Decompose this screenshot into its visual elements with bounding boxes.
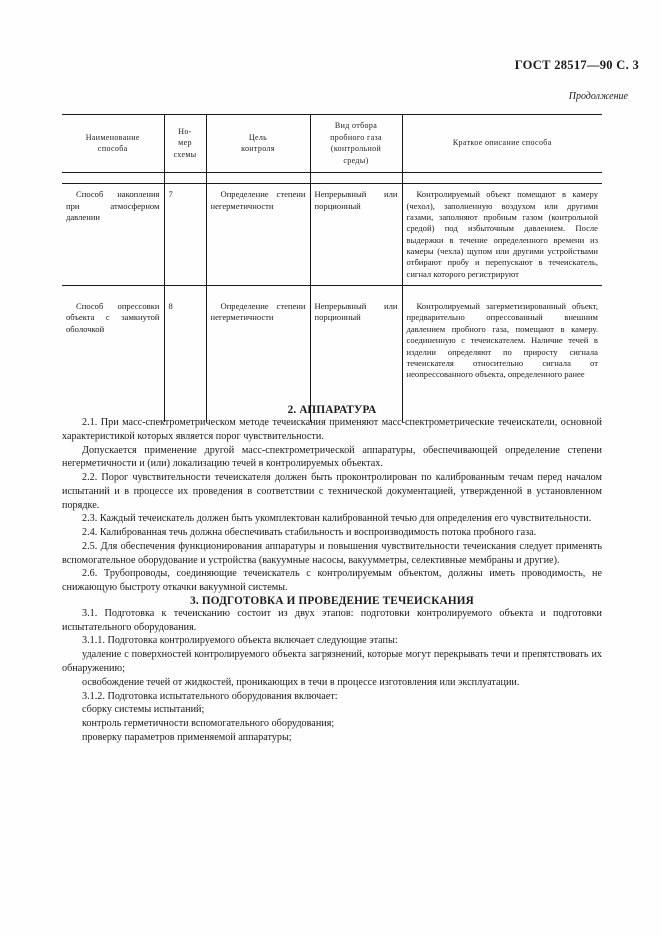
row-separator-rule: [62, 286, 602, 297]
col-header-line: Вид отбора: [334, 121, 378, 130]
col-header-method-name: [62, 115, 164, 173]
section-heading-preparation: 3. ПОДГОТОВКА И ПРОВЕДЕНИЕ ТЕЧЕИСКАНИЯ: [190, 594, 474, 607]
col-header-sampling-type: [310, 115, 402, 173]
methods-table-container: [62, 114, 602, 422]
cell-description: Контролируемый объект помещают в камеру (чехол), заполненную воздухом или другими газами, заполняют пробным газом (контрольной средой) под избыточным давлением. После выдержки в течение определенного времени из камеры (чехла) щупом или другими устройствами отбирают пробу и перепускают в течеискатель, сигнал которого регистрируют: [402, 184, 602, 286]
cell-purpose: Определение степени негерметичности: [206, 296, 310, 385]
col-header-line: Краткое описание способа: [452, 138, 552, 148]
col-header-line: (контрольной: [330, 144, 382, 154]
paragraph: удаление с поверхностей контролируемого объекта загрязнений, которые могут перекрывать течи и препятствовать их обнаружению;: [62, 649, 602, 675]
section-heading-apparatus: 2. АППАРАТУРА: [287, 404, 377, 416]
paragraph: 2.2. Порог чувствительности течеискателя должен быть проконтролирован по калиброванным течам перед началом испытаний и в процессе их проведения в соответствии с технической документацией, утвержденной в установленном порядке.: [62, 472, 602, 511]
cell-purpose: Определение степени негерметичности: [206, 184, 310, 286]
paragraph: освобождение течей от жидкостей, проникающих в течи в процессе изготовления или эксплуатации.: [82, 676, 520, 688]
cell-sampling-type: Непрерывный или порционный: [310, 184, 402, 286]
col-header-line: способа: [97, 144, 128, 154]
col-header-line: мер: [178, 138, 192, 148]
document-body: [62, 404, 602, 745]
col-header-line: Наименование: [85, 132, 140, 142]
paragraph: 2.1. При масс-спектрометрическом методе течеискания применяют масс-спектрометрические течеискатели, основной характеристикой которых является порог чувствительности.: [62, 417, 602, 442]
col-header-line: Цель: [248, 132, 268, 142]
running-head-standard-number: ГОСТ 28517—90 С. 3: [514, 58, 639, 72]
col-header-line: пробного газа: [330, 132, 382, 142]
table-header-row: [62, 115, 602, 173]
paragraph: контроль герметичности вспомогательного оборудования;: [82, 718, 335, 730]
paragraph: 2.3. Каждый течеискатель должен быть укомплектован калиброванной течью для определения его чувствительности.: [82, 513, 592, 525]
cell-method-name: Способ накопления при атмосферном давлении: [66, 189, 160, 223]
cell-scheme-number: 8: [164, 296, 206, 385]
col-header-line: контроля: [241, 144, 275, 154]
paragraph: 3.1.2. Подготовка испытательного оборудования включает:: [82, 690, 338, 702]
paragraph: 2.4. Калиброванная течь должна обеспечивать стабильность и воспроизводимость потока пробного газа.: [82, 527, 537, 539]
methods-table-body: [62, 173, 602, 422]
col-header-purpose: [206, 115, 310, 173]
col-header-line: среды): [343, 155, 369, 165]
paragraph: Допускается применение другой масс-спектрометрической аппаратуры, обеспечивающей определение степени негерметичности и (или) локализацию течей в контролируемых объектах.: [62, 444, 602, 470]
methods-table-head: [62, 115, 602, 173]
paragraph: сборку системы испытаний;: [82, 704, 205, 716]
paragraph: 2.5. Для обеспечения функционирования аппаратуры и повышения чувствительности течеискания следует применять вспомогательное оборудование и устройства (вакуумные насосы, вакуумметры, селективные мембраны и другие).: [62, 540, 602, 566]
paragraph: 2.6. Трубопроводы, соединяющие течеискатель с контролируемым объектом, должны иметь проводимость, не снижающую быстроту откачки вакуумной системы.: [62, 568, 602, 594]
table-row: [62, 296, 602, 385]
table-row: [62, 184, 602, 286]
paragraph: проверку параметров применяемой аппаратуры;: [82, 731, 292, 743]
header-separator-rule: [62, 173, 602, 184]
paragraph: 3.1. Подготовка к течеисканию состоит из двух этапов: подготовки контролируемого объекта и подготовки испытательного оборудования.: [62, 607, 602, 633]
cell-method-name: Способ опрессовки объекта с замкнутой оболочкой: [66, 301, 160, 334]
table-continued-label: Продолжение: [568, 91, 628, 102]
cell-scheme-number: 7: [164, 184, 206, 286]
methods-table: [62, 114, 602, 422]
col-header-line: схемы: [173, 149, 197, 159]
cell-sampling-type: Непрерывный или порционный: [310, 296, 402, 385]
col-header-line: Но-: [178, 126, 192, 136]
col-header-description: [402, 115, 602, 173]
paragraph: 3.1.1. Подготовка контролируемого объекта включает следующие этапы:: [82, 635, 398, 647]
col-header-scheme-number: [164, 115, 206, 173]
cell-description: Контролируемый загерметизированный объект, предварительно опрессованный внешним давлением пробного газа, помещают в камеру. соединенную с течеискателем. Наличие течей в изделии определяют по приросту сигнала течеискателя относительно сигнала от неопрессованного объекта, определенного ранее: [402, 296, 602, 385]
